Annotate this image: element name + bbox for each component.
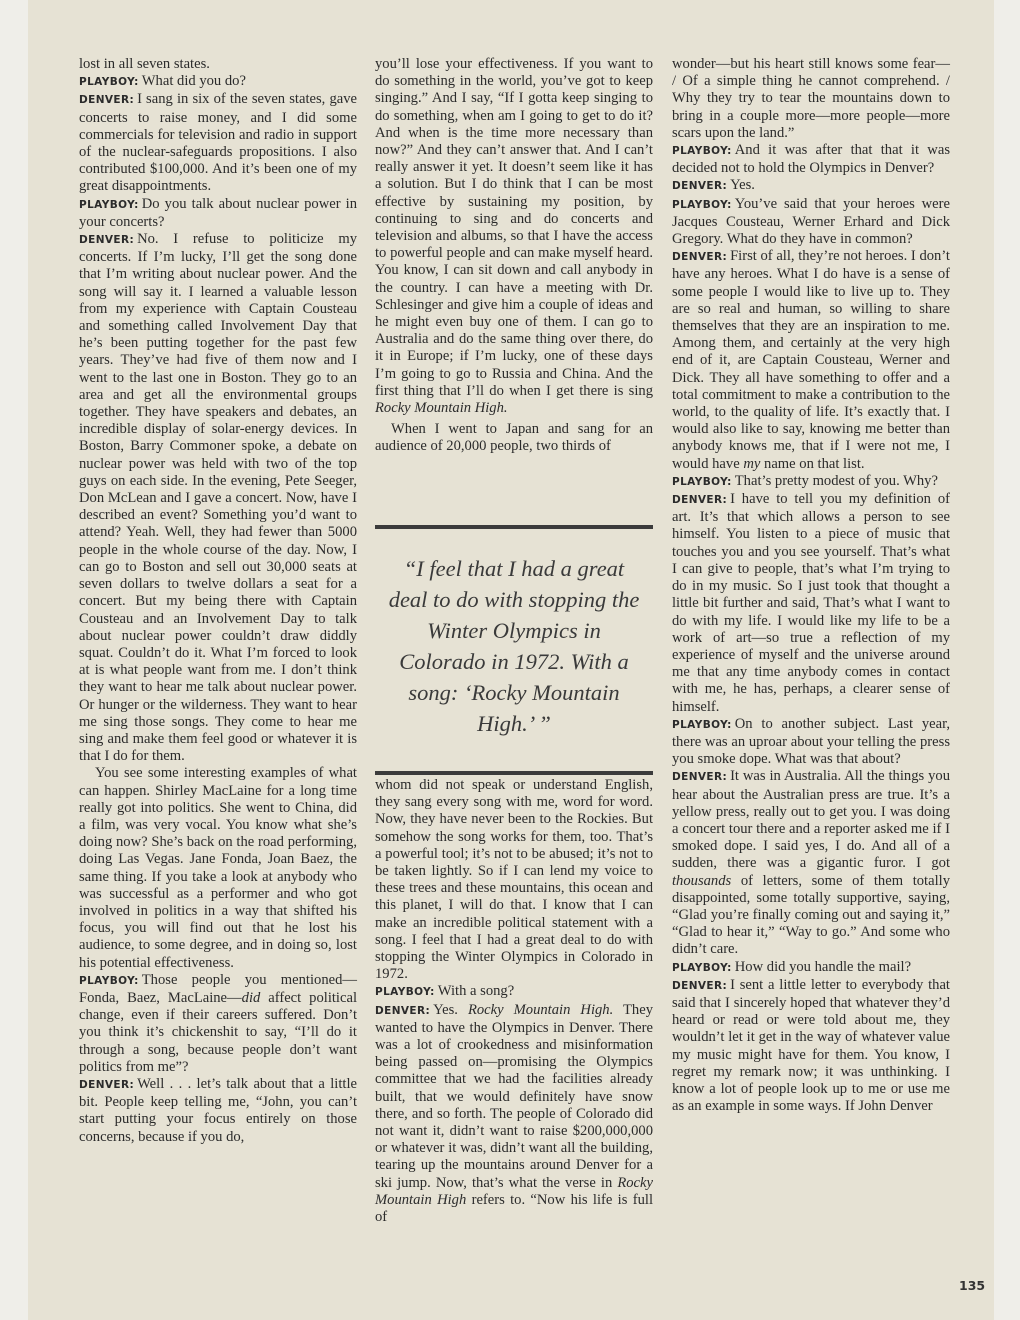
- speaker-label: PLAYBOY:: [672, 145, 732, 158]
- paragraph: PLAYBOY: What did you do?: [79, 73, 246, 90]
- magazine-page: [28, 0, 994, 1320]
- speaker-label: DENVER:: [79, 234, 135, 247]
- paragraph: PLAYBOY: On to another subject. Last year, there was an uproar about your telling the press you smoke dope. What was that about?: [672, 715, 950, 768]
- speaker-label: DENVER:: [672, 251, 728, 264]
- pull-quote-text: “I feel that I had a great deal to do with stopping the Winter Olympics in Colorado in 1972. With a song: ‘Rocky Mountain High.’ ”: [388, 556, 640, 736]
- paragraph: lost in all seven states.: [79, 56, 210, 72]
- paragraph: PLAYBOY: How did you handle the mail?: [672, 958, 912, 975]
- speaker-label: PLAYBOY:: [672, 718, 732, 731]
- speaker-label: DENVER:: [79, 94, 135, 107]
- speaker-label: DENVER:: [672, 494, 728, 507]
- paragraph: wonder—but his heart still knows some fear— / Of a simple thing he cannot comprehend. / Why they try to tear the mountains down to bring in a couple more—more people—more scars upon the land.”: [672, 56, 950, 141]
- text-column-right: [672, 56, 950, 1115]
- speaker-label: DENVER:: [672, 771, 728, 784]
- speaker-label: PLAYBOY:: [672, 475, 732, 488]
- speaker-label: DENVER:: [79, 1078, 135, 1091]
- speaker-label: DENVER:: [672, 979, 728, 992]
- paragraph: PLAYBOY: You’ve said that your heroes were Jacques Cousteau, Werner Erhard and Dick Gregory. What do they have in common?: [672, 195, 950, 248]
- speaker-label: PLAYBOY:: [79, 76, 139, 89]
- speaker-label: PLAYBOY:: [672, 198, 732, 211]
- paragraph: You see some interesting examples of what can happen. Shirley MacLaine for a long time really got into politics. She went to China, did a film, was very vocal. You know what she’s doing now? She’s back on the road performing, doing Las Vegas. Jane Fonda, Joan Baez, the same thing. If you take a look at anybody who was successful as a performer and who got involved in politics in a way that shifted his focus, you will find out that he lost his audience, to some degree, and in doing so, lost his potential effectiveness.: [79, 765, 357, 971]
- paragraph: you’ll lose your effectiveness. If you want to do something in the world, you’ve got to keep singing.” And I say, “If I gotta keep singing to do something, when am I going to get to do it? And when is the time more necessary than now?” And they can’t answer that. And I can’t really answer it yet. It doesn’t seem like it has a solution. But I do think that I can be most effective by sustaining my position, by continuing to sing and do concerts and television and albums, so that I have the access to powerful people and can make myself heard. You know, I can sit down and call anybody in the country. I can have a meeting with Dr. Schlesinger and give him a couple of ideas and he might even buy one of them. I can go to Australia and do the same thing over there, do it in Europe; if I’m lucky, one of these days I’m going to go to Russia and China. And the first thing that I’ll do when I get there is sing Rocky Mountain High.: [375, 56, 653, 417]
- paragraph: DENVER: Yes.: [672, 177, 755, 194]
- speaker-label: PLAYBOY:: [79, 974, 139, 987]
- paragraph: PLAYBOY: That’s pretty modest of you. Why?: [672, 472, 938, 489]
- paragraph: DENVER: I sang in six of the seven states, gave concerts to raise money, and I did some commercials for television and radio in support of the nuclear-safeguards propositions. I also contributed $100,000. And it’s been one of my great disappointments.: [79, 91, 357, 195]
- paragraph: PLAYBOY: Those people you mentioned—Fonda, Baez, MacLaine—did affect political change, even if their careers suffered. Don’t you think it’s chickenshit to say, “I’ll do it through a song, because people don’t want politics from me”?: [79, 971, 357, 1075]
- speaker-label: PLAYBOY:: [672, 961, 732, 974]
- paragraph: DENVER: No. I refuse to politicize my concerts. If I’m lucky, I’ll get the song done that I’m writing about nuclear power. And the song will say it. I learned a valuable lesson from my experience with Captain Cousteau and something called Involvement Day that he’s been putting together for the past few years. They’ve had five of them now and I went to the last one in Boston. They go to an area and get all the environmental groups together. They have speakers and debates, an incredible display of solar-energy devices. In Boston, Barry Commoner spoke, a debate on nuclear power was held with two of the top guys on each side. In the evening, Pete Seeger, Don McLean and I gave a concert. Now, have I described an event? Something you’d want to attend? Yeah. Well, they had fewer than 5000 people in the whole course of the day. Now, I can go to Boston and sell out 30,000 seats at seven dollars to twelve dollars a seat for a concert. But my being there with Captain Cousteau and an Involvement Day to talk about nuclear power couldn’t draw diddly squat. Couldn’t do it. What I’m forced to look at is what people want from me. I don’t think they want to hear me talk about nuclear power. Or hunger or the wilderness. They want to hear me sing those songs. They come to hear me sing and make them feel good or whatever it is that I do for them.: [79, 231, 357, 765]
- text-column-middle-bottom: [375, 777, 653, 1226]
- paragraph: PLAYBOY: Do you talk about nuclear power in your concerts?: [79, 195, 357, 230]
- paragraph: When I went to Japan and sang for an audience of 20,000 people, two thirds of: [375, 421, 653, 455]
- paragraph: DENVER: It was in Australia. All the things you hear about the Australian press are true. It’s a yellow press, really out to get you. I was doing a concert tour there and a reporter asked me if I smoked dope. I said yes, I do. And all of a sudden, there was a gigantic furor. I got thousands of letters, some of them totally disappointed, some totally supportive, saying, “Glad you’re finally coming out and saying it,” “Glad to hear it,” “Way to go.” And some who didn’t care.: [672, 768, 950, 958]
- paragraph: PLAYBOY: With a song?: [375, 983, 515, 1000]
- paragraph: DENVER: First of all, they’re not heroes. I don’t have any heroes. What I do have is a sense of some people I would like to live up to. They are so real and human, so willing to share themselves that they are an inspiration to me. Among them, and certainly at the very high end of it, are Captain Cousteau, Werner and Dick. They all have something to offer and a total commitment to make a contribution to the world, to the quality of life. It’s exactly that. I would also like to say, knowing me better than anybody knows me, that if I were not me, I would have my name on that list.: [672, 248, 950, 472]
- paragraph: DENVER: I have to tell you my definition of art. It’s that which allows a person to see himself. You listen to a piece of music that touches you and you see yourself. That’s what I can give to people, that’s what I’m trying to do in my music. So I just took that thought a little bit further and said, That’s what I want to do with my life. I would like my life to be a work of art—so true a reflection of my experience of myself and the universe around me that any time anybody comes in contact with me, he has, perhaps, a clearer sense of himself.: [672, 491, 950, 715]
- speaker-label: PLAYBOY:: [79, 198, 139, 211]
- speaker-label: PLAYBOY:: [375, 986, 435, 999]
- pull-quote-rule-bottom: [375, 771, 653, 775]
- speaker-label: DENVER:: [375, 1004, 431, 1017]
- paragraph: whom did not speak or understand English, they sang every song with me, word for word. Now, they have never been to the Rockies. But somehow the song works for them, too. That’s a powerful tool; it’s not to be abused; it’s not to be taken lightly. So if I can lend my voice to these trees and these mountains, this ocean and this planet, I will do that. I know that I can make an incredible political statement with a song. I feel that I had a great deal to do with stopping the Winter Olympics in Colorado in 1972.: [375, 777, 653, 983]
- text-column-left: [79, 56, 357, 1146]
- pull-quote: [375, 525, 653, 775]
- paragraph: DENVER: Well . . . let’s talk about that a little bit. People keep telling me, “John, you can’t start putting your focus entirely on those concerns, because if you do,: [79, 1075, 357, 1145]
- pull-quote-rule-top: [375, 525, 653, 529]
- paragraph: DENVER: Yes. Rocky Mountain High. They wanted to have the Olympics in Denver. There was a lot of crookedness and misinformation being passed on—promising the Olympics committee that we had the facilities already built, that we would definitely have snow there, and so forth. The people of Colorado did not want it, didn’t want to raise $200,000,000 or whatever it was, didn’t want all the building, tearing up the mountains around Denver for a ski jump. Now, that’s what the verse in Rocky Mountain High refers to. “Now his life is full of: [375, 1001, 653, 1226]
- page-number: 135: [959, 1278, 986, 1293]
- speaker-label: DENVER:: [672, 180, 728, 193]
- text-column-middle-top: [375, 56, 653, 456]
- paragraph: DENVER: I sent a little letter to everybody that said that I sincerely hoped that whatever they’d heard or read or were told about me, they wouldn’t let it get in the way of whatever value my music might have for them. You know, I regret my remark now; it was unthinking. I know a lot of people look up to me or use me as an example in some ways. If John Denver: [672, 976, 950, 1115]
- paragraph: PLAYBOY: And it was after that that it was decided not to hold the Olympics in Denver?: [672, 142, 950, 177]
